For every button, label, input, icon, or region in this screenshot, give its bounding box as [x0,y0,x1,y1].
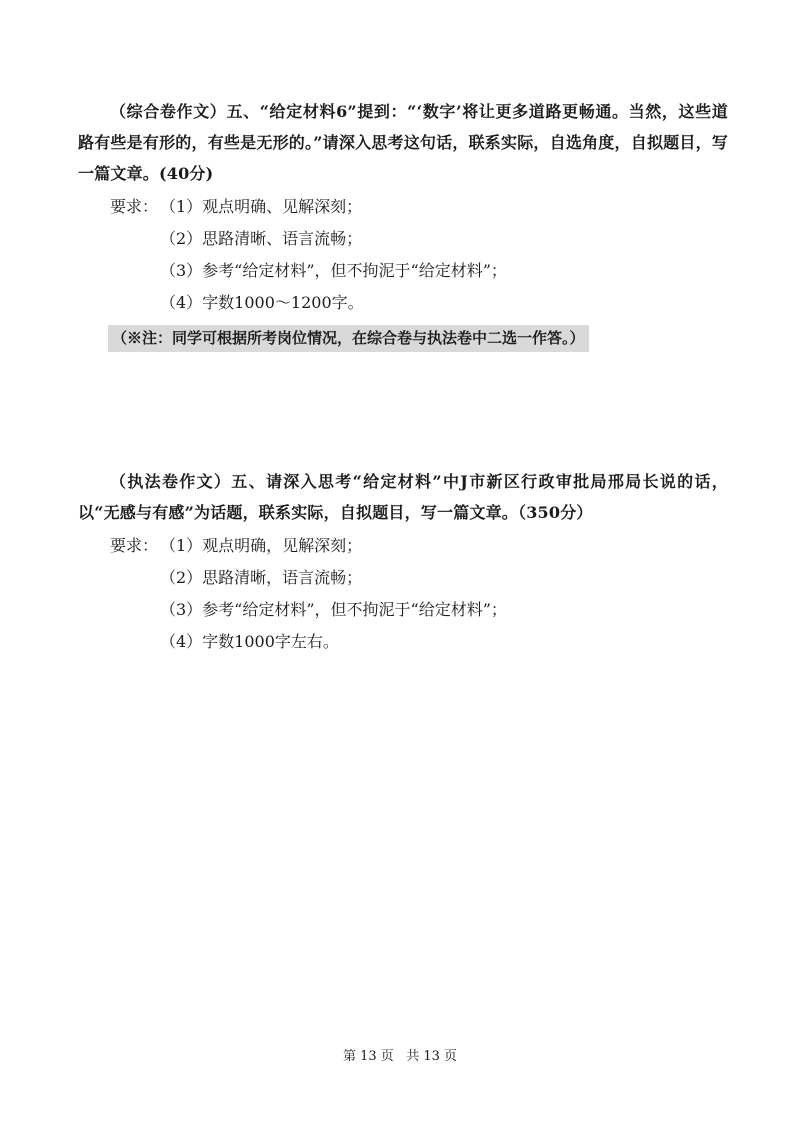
requirement-item [78,562,728,594]
requirements-label: 要求： [110,197,159,216]
requirement-text: （4）字数1000～1200字。 [160,293,364,312]
requirement-item [78,287,728,319]
requirement-item [78,626,728,658]
page-footer: 第 13 页 共 13 页 [342,1049,457,1064]
essay-prompt: （执法卷作文）五、请深入思考“给定材料”中J市新区行政审批局邢局长说的话，以“无感与有感”为话题，联系实际，自拟题目，写一篇文章。（350分） [78,472,728,522]
requirement-text: （4）字数1000字左右。 [160,632,339,651]
requirement-text: （2）思路清晰，语言流畅； [160,568,363,587]
requirement-item [78,530,728,562]
requirement-text: （2）思路清晰、语言流畅； [160,229,363,248]
requirement-text: （1）观点明确、见解深刻； [160,197,363,216]
requirement-item [78,223,728,255]
requirements-label: 要求： [110,536,159,555]
essay-section-law-enforcement [78,466,728,658]
requirement-text: （1）观点明确，见解深刻； [160,536,363,555]
requirement-item [78,594,728,626]
essay-section-comprehensive [78,96,728,352]
essay-prompt: （综合卷作文）五、“给定材料6”提到：“‘数字’将让更多道路更畅通。当然，这些道路有些是有形的，有些是无形的。”请深入思考这句话，联系实际，自选角度，自拟题目，写一篇文章。(40分) [78,102,728,183]
requirement-text: （3）参考“给定材料”，但不拘泥于“给定材料”； [160,600,507,619]
requirements-list [78,191,728,319]
requirements-list [78,530,728,658]
requirement-text: （3）参考“给定材料”，但不拘泥于“给定材料”； [160,261,507,280]
requirement-item [78,255,728,287]
highlighted-note: （※注：同学可根据所考岗位情况，在综合卷与执法卷中二选一作答。） [108,325,589,352]
requirement-item [78,191,728,223]
